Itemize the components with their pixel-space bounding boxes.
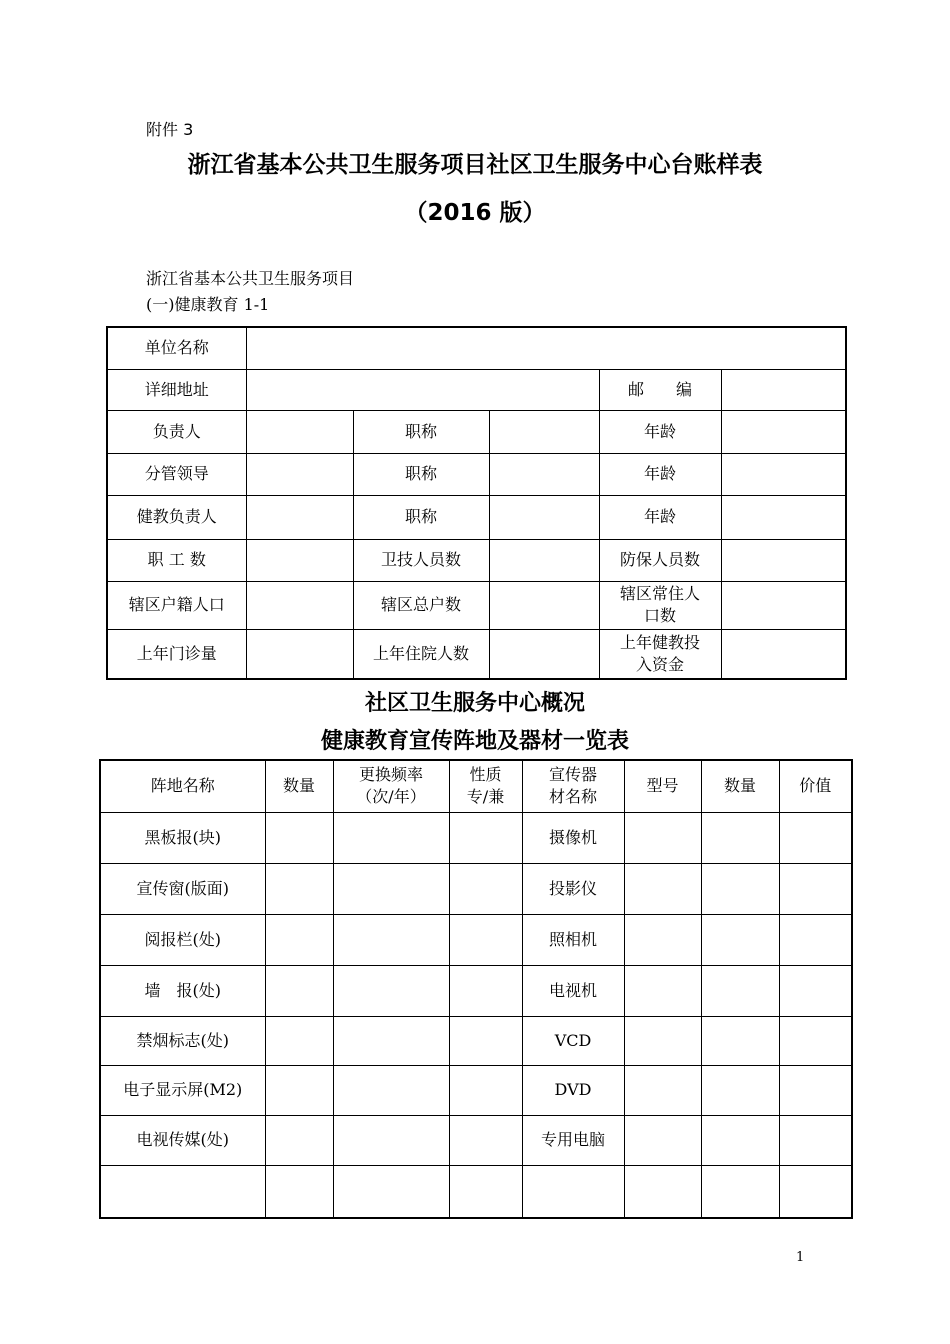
input-cell[interactable] [624, 1115, 701, 1165]
staff-label: 职 工 数 [107, 539, 246, 581]
unit-name-field[interactable] [246, 327, 846, 369]
equipment-name-cell: 专用电脑 [522, 1115, 624, 1165]
leader-age-label: 年龄 [599, 453, 721, 495]
input-cell[interactable] [265, 1115, 333, 1165]
input-cell[interactable] [701, 812, 779, 863]
staff-field[interactable] [246, 539, 353, 581]
input-cell[interactable] [624, 1016, 701, 1065]
head-field[interactable] [246, 410, 353, 453]
input-cell[interactable] [265, 965, 333, 1016]
unit-name-label: 单位名称 [107, 327, 246, 369]
input-cell[interactable] [265, 1065, 333, 1115]
input-cell[interactable] [449, 1065, 522, 1115]
site-name-cell: 禁烟标志(处) [100, 1016, 265, 1065]
project-subtitle: 浙江省基本公共卫生服务项目 [146, 269, 355, 288]
head-title-field[interactable] [489, 410, 599, 453]
address-field[interactable] [246, 369, 599, 410]
input-cell[interactable] [779, 812, 852, 863]
leader-label: 分管领导 [107, 453, 246, 495]
health-tech-label: 卫技人员数 [353, 539, 489, 581]
input-cell[interactable] [779, 965, 852, 1016]
header-equip-quantity: 数量 [701, 760, 779, 812]
edu-title-label: 职称 [353, 495, 489, 539]
postcode-field[interactable] [721, 369, 846, 410]
total-households-label: 辖区总户数 [353, 581, 489, 629]
prevention-label: 防保人员数 [599, 539, 721, 581]
input-cell[interactable] [779, 1016, 852, 1065]
clinic-visits-field[interactable] [246, 629, 353, 679]
site-name-cell: 宣传窗(版面) [100, 863, 265, 914]
input-cell[interactable] [779, 1115, 852, 1165]
edu-age-label: 年龄 [599, 495, 721, 539]
input-cell[interactable] [333, 1016, 449, 1065]
head-title-label: 职称 [353, 410, 489, 453]
leader-field[interactable] [246, 453, 353, 495]
input-cell[interactable] [333, 812, 449, 863]
input-cell[interactable] [701, 1165, 779, 1218]
equipment-name-cell: DVD [522, 1065, 624, 1115]
clinic-visits-label: 上年门诊量 [107, 629, 246, 679]
input-cell[interactable] [624, 1065, 701, 1115]
households-field[interactable] [246, 581, 353, 629]
leader-title-field[interactable] [489, 453, 599, 495]
equipment-name-cell: 照相机 [522, 914, 624, 965]
site-name-cell: 电子显示屏(M2) [100, 1065, 265, 1115]
input-cell[interactable] [624, 914, 701, 965]
equipment-name-cell: 投影仪 [522, 863, 624, 914]
table-row [100, 914, 852, 965]
resident-pop-label: 辖区常住人口数 [599, 581, 721, 629]
table-row [100, 1016, 852, 1065]
input-cell[interactable] [779, 1065, 852, 1115]
input-cell[interactable] [701, 965, 779, 1016]
head-label: 负责人 [107, 410, 246, 453]
document-title: 浙江省基本公共卫生服务项目社区卫生服务中心台账样表 [187, 152, 763, 178]
funding-field[interactable] [721, 629, 846, 679]
input-cell[interactable] [265, 1016, 333, 1065]
leader-title-label: 职称 [353, 453, 489, 495]
input-cell[interactable] [624, 1165, 701, 1218]
input-cell[interactable] [522, 1165, 624, 1218]
site-name-cell: 电视传媒(处) [100, 1115, 265, 1165]
site-name-cell: 黑板报(块) [100, 812, 265, 863]
input-cell[interactable] [265, 914, 333, 965]
input-cell[interactable] [779, 914, 852, 965]
input-cell[interactable] [624, 863, 701, 914]
input-cell[interactable] [624, 812, 701, 863]
center-overview-table [106, 326, 847, 680]
input-cell[interactable] [779, 1165, 852, 1218]
equipment-heading: 健康教育宣传阵地及器材一览表 [320, 729, 629, 754]
input-cell[interactable] [701, 1016, 779, 1065]
equipment-name-cell: 电视机 [522, 965, 624, 1016]
input-cell[interactable] [701, 1115, 779, 1165]
site-name-cell: 阅报栏(处) [100, 914, 265, 965]
input-cell[interactable] [701, 914, 779, 965]
input-cell[interactable] [449, 1115, 522, 1165]
resident-pop-field[interactable] [721, 581, 846, 629]
input-cell[interactable] [100, 1165, 265, 1218]
table-row [100, 863, 852, 914]
table-row [100, 1165, 852, 1218]
input-cell[interactable] [449, 965, 522, 1016]
head-age-label: 年龄 [599, 410, 721, 453]
overview-heading: 社区卫生服务中心概况 [364, 691, 585, 716]
site-name-cell: 墙 报(处) [100, 965, 265, 1016]
households-label: 辖区户籍人口 [107, 581, 246, 629]
header-frequency: 更换频率（次/年） [333, 760, 449, 812]
header-equipment-name: 宣传器材名称 [522, 760, 624, 812]
page-number: 1 [796, 1250, 805, 1265]
table-row [100, 1065, 852, 1115]
table-row [100, 1115, 852, 1165]
table-row [100, 812, 852, 863]
input-cell[interactable] [333, 914, 449, 965]
prevention-field[interactable] [721, 539, 846, 581]
input-cell[interactable] [265, 1165, 333, 1218]
header-nature: 性质专/兼 [449, 760, 522, 812]
address-label: 详细地址 [107, 369, 246, 410]
edu-head-label: 健教负责人 [107, 495, 246, 539]
input-cell[interactable] [333, 863, 449, 914]
leader-age-field[interactable] [721, 453, 846, 495]
input-cell[interactable] [624, 965, 701, 1016]
header-quantity: 数量 [265, 760, 333, 812]
total-households-field[interactable] [489, 581, 599, 629]
input-cell[interactable] [449, 1016, 522, 1065]
equipment-table [99, 759, 853, 1219]
postcode-label: 邮 编 [599, 369, 721, 410]
input-cell[interactable] [265, 812, 333, 863]
inpatients-field[interactable] [489, 629, 599, 679]
input-cell[interactable] [779, 863, 852, 914]
input-cell[interactable] [449, 863, 522, 914]
input-cell[interactable] [333, 1115, 449, 1165]
header-value: 价值 [779, 760, 852, 812]
input-cell[interactable] [701, 1065, 779, 1115]
attachment-label: 附件 3 [146, 120, 194, 139]
edu-age-field[interactable] [721, 495, 846, 539]
input-cell[interactable] [449, 914, 522, 965]
inpatients-label: 上年住院人数 [353, 629, 489, 679]
header-model: 型号 [624, 760, 701, 812]
input-cell[interactable] [333, 1165, 449, 1218]
table-row [100, 965, 852, 1016]
input-cell[interactable] [265, 863, 333, 914]
edu-head-field[interactable] [246, 495, 353, 539]
input-cell[interactable] [333, 965, 449, 1016]
head-age-field[interactable] [721, 410, 846, 453]
edition-label: （2016 版） [404, 200, 546, 226]
edu-title-field[interactable] [489, 495, 599, 539]
equipment-name-cell: 摄像机 [522, 812, 624, 863]
funding-label: 上年健教投入资金 [599, 629, 721, 679]
input-cell[interactable] [449, 1165, 522, 1218]
health-tech-field[interactable] [489, 539, 599, 581]
input-cell[interactable] [449, 812, 522, 863]
input-cell[interactable] [333, 1065, 449, 1115]
section-subtitle: (一)健康教育 1-1 [146, 295, 270, 314]
header-site-name: 阵地名称 [100, 760, 265, 812]
input-cell[interactable] [701, 863, 779, 914]
equipment-name-cell: VCD [522, 1016, 624, 1065]
